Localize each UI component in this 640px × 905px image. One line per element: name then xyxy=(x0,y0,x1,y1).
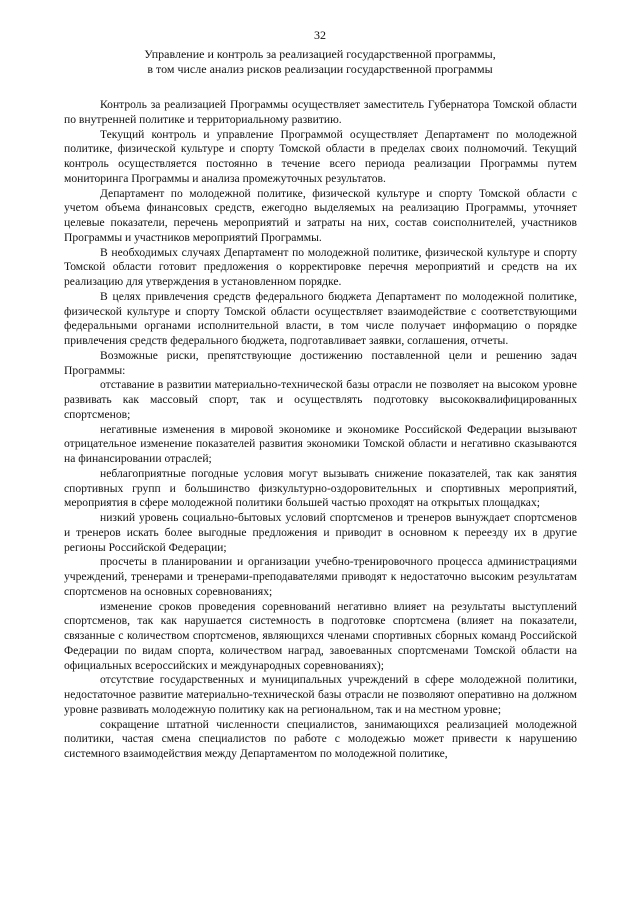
body-text xyxy=(64,98,577,762)
paragraph: Текущий контроль и управление Программой осуществляет Департамент по молодежной политике, физической культуре и спорту Томской области в пределах своих полномочий. Текущий контроль осуществляется постоянно в течение всего периода реализации Программы путем мониторинга Программы и анализа промежуточных результатов. xyxy=(64,127,577,185)
risk-list-item: просчеты в планировании и организации учебно-тренировочного процесса администрациями учреждений, тренерами и тренерами-преподавателями приводят к недостаточно высоким результатам спортсменов на основных соревнованиях; xyxy=(64,555,577,598)
section-heading xyxy=(64,47,576,76)
risk-list-item: сокращение штатной численности специалистов, занимающихся реализацией молодежной политики, частая смена специалистов по работе с молодежью может привести к нарушению системного взаимодействия между Департаментом по молодежной политике, xyxy=(64,717,577,760)
paragraph: В необходимых случаях Департамент по молодежной политике, физической культуре и спорту Томской области готовит предложения о корректировке перечня мероприятий и средств на их реализацию для утверждения в установленном порядке. xyxy=(64,245,577,288)
paragraph: Департамент по молодежной политике, физической культуре и спорту Томской области с учетом объема финансовых средств, ежегодно выделяемых на реализацию Программы, уточняет целевые показатели, перечень мероприятий и затраты на них, состав соисполнителей, участников Программы и участников мероприятий Программы. xyxy=(64,186,577,244)
risk-list-item: низкий уровень социально-бытовых условий спортсменов и тренеров вынуждает спортсменов и тренеров искать более выгодные предложения и приводит в основном к переезду их в другие регионы Российской Федерации; xyxy=(64,511,577,554)
risk-list-item: изменение сроков проведения соревнований негативно влияет на результаты выступлений спортсменов, так как нарушается системность в подготовке спортсмена (влияет на показатели, связанные с количеством спортсменов, являющихся членами спортивных сборных команд Российской Федерации по видам спорта, количеством наград, завоеванных спортсменами Томской области на официальных всероссийских и международных соревнованиях); xyxy=(64,599,577,672)
page-number: 32 xyxy=(314,28,326,42)
paragraph: Контроль за реализацией Программы осуществляет заместитель Губернатора Томской области по внутренней политике и территориальному развитию. xyxy=(64,98,577,126)
risk-list-item: неблагоприятные погодные условия могут вызывать снижение показателей, так как занятия спортивных групп и большинство физкультурно-оздоровительных и спортивных мероприятий, мероприятия в сфере молодежной политики большей частью проходят на открытых площадках; xyxy=(64,466,577,510)
paragraph: В целях привлечения средств федерального бюджета Департамент по молодежной политике, физической культуре и спорту Томской области осуществляет взаимодействие с соответствующими федеральными органами исполнительной власти, в том числе получает информацию о порядке привлечения средств федерального бюджета, подготавливает заявки, соглашения, отчеты. xyxy=(64,289,577,347)
paragraph: Возможные риски, препятствующие достижению поставленной цели и решению задач Программы: xyxy=(64,348,577,377)
section-heading-line-2: в том числе анализ рисков реализации государственной программы xyxy=(147,61,493,76)
risk-list-item: негативные изменения в мировой экономике и экономике Российской Федерации вызывают отрицательное изменение показателей развития экономики Томской области и негативно сказываются на финансировании отраслей; xyxy=(64,422,577,465)
risk-list-item: отставание в развитии материально-технической базы отрасли не позволяет на высоком уровне развивать как массовый спорт, так и осуществлять подготовку высококвалифицированных спортсменов; xyxy=(64,378,577,421)
section-heading-line-1: Управление и контроль за реализацией государственной программы, xyxy=(144,47,496,61)
risk-list-item: отсутствие государственных и муниципальных учреждений в сфере молодежной политики, недостаточное развитие материально-технической базы отрасли не позволяют оперативно на должном уровне развивать молодежную политику как на региональном, так и на местном уровне; xyxy=(64,673,577,716)
